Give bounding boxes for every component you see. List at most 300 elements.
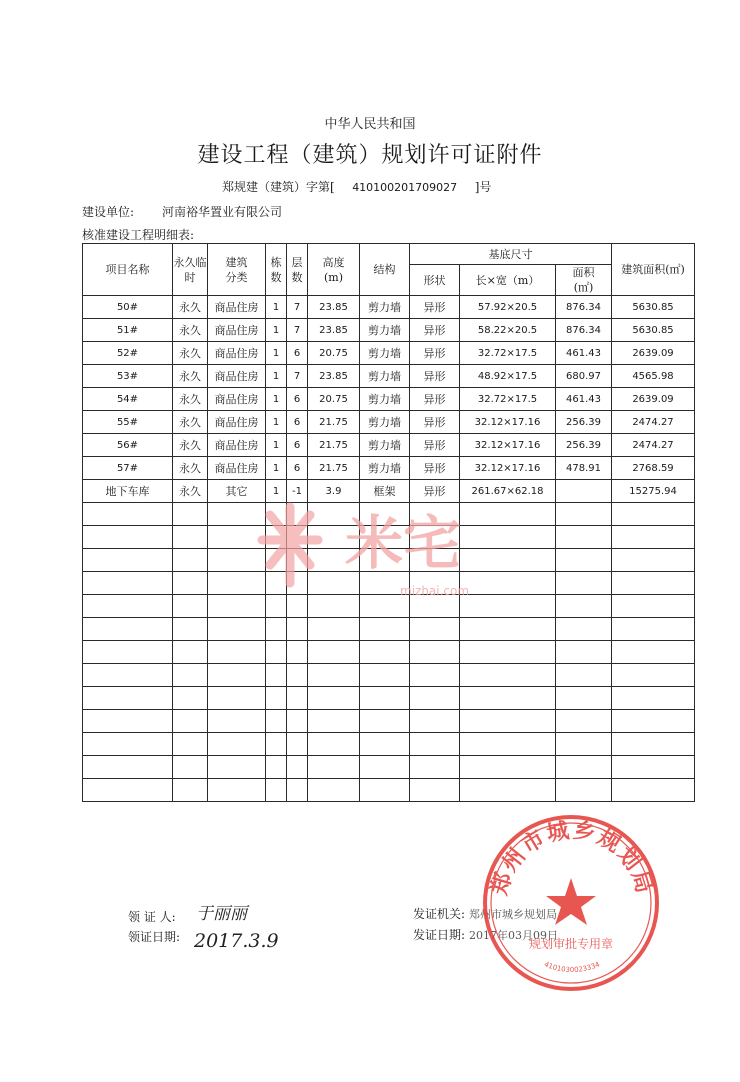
table-cell [173,549,208,572]
table-cell [287,549,308,572]
table-cell [83,595,173,618]
seal-subtext: 规划审批专用章 [528,937,614,951]
table-row [83,503,695,526]
table-cell: 58.22×20.5 [460,319,556,342]
table-cell [612,503,695,526]
table-cell: 地下车库 [83,480,173,503]
table-cell: 剪力墙 [360,388,410,411]
table-cell [556,480,612,503]
detail-table-label: 核准建设工程明细表: [82,228,195,242]
table-cell: 2639.09 [612,342,695,365]
table-cell [410,595,460,618]
table-row [83,595,695,618]
table-cell: -1 [287,480,308,503]
table-cell [308,595,360,618]
table-row [83,710,695,733]
table-cell [287,664,308,687]
issue-date-label: 发证日期: [413,928,466,942]
table-cell: 261.67×62.18 [460,480,556,503]
table-cell [208,503,266,526]
table-row [83,411,695,434]
table-cell [287,503,308,526]
table-cell [612,710,695,733]
project-detail-table [82,243,695,802]
table-cell: 256.39 [556,434,612,457]
table-cell [83,733,173,756]
table-cell: 21.75 [308,411,360,434]
table-cell [556,595,612,618]
table-cell: 52# [83,342,173,365]
table-cell [83,549,173,572]
table-cell [173,572,208,595]
table-cell [612,618,695,641]
table-cell: 2639.09 [612,388,695,411]
table-cell [266,710,287,733]
table-cell [266,618,287,641]
table-cell [410,664,460,687]
table-cell: 商品住房 [208,457,266,480]
table-cell: 6 [287,434,308,457]
table-cell [208,664,266,687]
table-cell [266,641,287,664]
table-cell [460,710,556,733]
table-cell [612,756,695,779]
table-cell [460,526,556,549]
table-cell [556,503,612,526]
table-cell [556,664,612,687]
table-cell: 剪力墙 [360,319,410,342]
table-cell: 2474.27 [612,411,695,434]
table-row [83,296,695,319]
table-cell [308,549,360,572]
table-cell [83,710,173,733]
table-row [83,618,695,641]
construction-unit [82,203,282,220]
table-cell [173,526,208,549]
signature-date: 2017.3.9 [194,930,279,952]
header-base-area: 面积(㎡) [556,265,612,296]
table-cell: 永久 [173,411,208,434]
table-cell [208,618,266,641]
table-cell: 异形 [410,388,460,411]
table-cell [208,595,266,618]
table-cell: 6 [287,457,308,480]
table-cell: 23.85 [308,296,360,319]
table-cell [612,572,695,595]
table-cell: 异形 [410,319,460,342]
table-cell [208,526,266,549]
table-row [83,549,695,572]
table-cell: 1 [266,296,287,319]
seal-star-icon [546,878,596,925]
table-cell [83,618,173,641]
table-cell [460,595,556,618]
table-cell [460,618,556,641]
table-cell [360,664,410,687]
table-cell [556,687,612,710]
table-cell [410,687,460,710]
table-cell [410,710,460,733]
table-cell [173,779,208,802]
table-cell [410,618,460,641]
table-cell [360,779,410,802]
table-row [83,434,695,457]
table-row [83,572,695,595]
table-cell [173,687,208,710]
table-cell: 7 [287,365,308,388]
table-cell: 876.34 [556,296,612,319]
table-body [83,296,695,802]
table-cell [556,779,612,802]
header-structure: 结构 [360,244,410,296]
table-cell [83,641,173,664]
table-cell [287,687,308,710]
table-cell [173,503,208,526]
table-cell [556,733,612,756]
table-cell [287,641,308,664]
construction-unit-value: 河南裕华置业有限公司 [162,205,283,219]
table-cell [308,664,360,687]
table-cell [360,756,410,779]
table-cell [410,756,460,779]
table-cell [360,526,410,549]
table-cell: 5630.85 [612,319,695,342]
table-cell [287,618,308,641]
table-cell: 永久 [173,319,208,342]
table-cell [556,572,612,595]
table-cell: 55# [83,411,173,434]
table-cell [208,779,266,802]
table-cell: 异形 [410,296,460,319]
table-cell: 剪力墙 [360,434,410,457]
table-cell: 商品住房 [208,388,266,411]
table-cell [360,687,410,710]
table-cell [266,503,287,526]
table-cell: 23.85 [308,365,360,388]
table-cell [360,549,410,572]
table-cell [83,756,173,779]
table-cell [308,756,360,779]
table-cell: 商品住房 [208,342,266,365]
table-cell [612,549,695,572]
table-cell [410,503,460,526]
table-cell: 6 [287,411,308,434]
table-cell [208,710,266,733]
table-cell: 56# [83,434,173,457]
table-cell [266,526,287,549]
table-cell: 异形 [410,365,460,388]
table-cell [460,733,556,756]
permit-prefix: 郑规建（建筑）字第[ [222,180,335,194]
table-cell: 21.75 [308,434,360,457]
table-cell [173,595,208,618]
table-cell: 剪力墙 [360,342,410,365]
table-row [83,664,695,687]
header-blocks: 栋数 [266,244,287,296]
table-cell: 256.39 [556,411,612,434]
table-cell: 商品住房 [208,296,266,319]
watermark-text: 米宅 [345,509,462,577]
table-cell: 20.75 [308,388,360,411]
table-cell [308,687,360,710]
table-cell [612,641,695,664]
table-row [83,641,695,664]
table-cell: 1 [266,480,287,503]
table-cell: 异形 [410,411,460,434]
table-cell [360,595,410,618]
table-cell [173,618,208,641]
table-cell [83,526,173,549]
table-cell [208,756,266,779]
table-cell [208,641,266,664]
table-cell: 2768.59 [612,457,695,480]
header-name: 项目名称 [83,244,173,296]
table-cell [460,503,556,526]
table-cell: 32.72×17.5 [460,342,556,365]
table-cell [173,664,208,687]
table-cell [287,710,308,733]
header-floor-area: 建筑面积(㎡) [612,244,695,296]
table-cell [266,779,287,802]
table-cell: 1 [266,365,287,388]
table-cell [287,779,308,802]
table-cell: 永久 [173,296,208,319]
table-cell: 剪力墙 [360,365,410,388]
table-cell [208,572,266,595]
table-cell [360,710,410,733]
svg-text:4101030023334 [543,960,601,974]
table-cell: 32.12×17.16 [460,411,556,434]
table-cell [556,526,612,549]
issue-date-value: 2017年03月09日 [469,929,559,942]
table-cell [287,595,308,618]
official-seal [476,808,666,998]
table-cell: 7 [287,319,308,342]
table-cell [612,733,695,756]
table-cell [83,503,173,526]
table-cell: 53# [83,365,173,388]
table-cell: 4565.98 [612,365,695,388]
table-row [83,756,695,779]
table-row [83,319,695,342]
table-cell: 3.9 [308,480,360,503]
header-base-size: 基底尺寸 [410,244,612,265]
table-cell: 剪力墙 [360,457,410,480]
table-cell [556,641,612,664]
table-cell [612,687,695,710]
recipient-label: 领 证 人: [128,910,176,924]
table-cell: 1 [266,388,287,411]
seal-text: 郑州市城乡规划局 [487,818,657,899]
table-cell: 2474.27 [612,434,695,457]
table-cell [410,641,460,664]
table-cell [612,526,695,549]
table-cell [173,733,208,756]
table-cell [308,779,360,802]
table-cell [173,641,208,664]
seal-code: 4101030023334 [543,960,601,974]
table-row [83,342,695,365]
table-cell [266,595,287,618]
table-cell [410,526,460,549]
table-cell: 商品住房 [208,319,266,342]
table-cell: 48.92×17.5 [460,365,556,388]
header-height: 高度(m) [308,244,360,296]
table-cell: 461.43 [556,342,612,365]
table-cell: 57.92×20.5 [460,296,556,319]
table-cell: 1 [266,319,287,342]
table-cell [287,756,308,779]
table-cell [460,549,556,572]
table-header-row [83,244,695,265]
table-cell [308,526,360,549]
table-row [83,687,695,710]
table-cell [410,549,460,572]
table-cell: 7 [287,296,308,319]
table-cell [266,664,287,687]
table-cell [460,687,556,710]
table-cell: 1 [266,411,287,434]
table-cell [556,710,612,733]
table-cell [308,572,360,595]
table-cell: 永久 [173,457,208,480]
table-row [83,526,695,549]
table-cell [266,549,287,572]
header-dims: 长×宽（m） [460,265,556,296]
table-cell: 商品住房 [208,434,266,457]
table-cell [173,710,208,733]
header-shape: 形状 [410,265,460,296]
table-row [83,388,695,411]
table-cell: 其它 [208,480,266,503]
table-cell: 20.75 [308,342,360,365]
table-cell: 1 [266,457,287,480]
header-floors: 层数 [287,244,308,296]
table-cell [266,756,287,779]
table-cell: 57# [83,457,173,480]
header-permanence: 永久临时 [173,244,208,296]
document-country: 中华人民共和国 [324,117,416,132]
table-cell [308,503,360,526]
table-cell: 商品住房 [208,365,266,388]
signature-name: 于丽丽 [196,904,247,924]
recipient-signature [190,895,300,960]
table-cell: 剪力墙 [360,411,410,434]
document-title: 建设工程（建筑）规划许可证附件 [197,143,543,168]
table-cell: 51# [83,319,173,342]
table-cell [360,618,410,641]
table-row [83,779,695,802]
header-category: 建筑分类 [208,244,266,296]
table-cell [360,641,410,664]
table-cell [460,779,556,802]
recipient-date-label: 领证日期: [128,930,181,944]
table-cell: 32.12×17.16 [460,434,556,457]
table-cell [460,756,556,779]
table-cell: 680.97 [556,365,612,388]
table-cell [287,526,308,549]
construction-unit-label: 建设单位: [82,205,135,219]
table-cell [410,733,460,756]
table-cell [208,687,266,710]
table-cell [83,687,173,710]
table-cell: 异形 [410,434,460,457]
table-cell: 永久 [173,434,208,457]
table-cell: 永久 [173,480,208,503]
table-cell: 21.75 [308,457,360,480]
table-cell [266,572,287,595]
table-cell [173,756,208,779]
table-cell: 876.34 [556,319,612,342]
table-cell [556,549,612,572]
table-cell [460,641,556,664]
table-cell [83,664,173,687]
table-cell [308,618,360,641]
table-cell: 6 [287,388,308,411]
table-cell [410,572,460,595]
table-cell [612,664,695,687]
watermark-url: mizhai.com [400,584,470,598]
table-cell: 商品住房 [208,411,266,434]
table-cell [556,756,612,779]
table-cell [287,572,308,595]
table-cell: 永久 [173,365,208,388]
table-row [83,365,695,388]
table-cell [266,687,287,710]
table-cell: 23.85 [308,319,360,342]
table-cell: 32.72×17.5 [460,388,556,411]
permit-number: 410100201709027 [352,181,458,194]
table-cell: 异形 [410,342,460,365]
table-row [83,733,695,756]
table-cell [308,641,360,664]
table-cell: 剪力墙 [360,296,410,319]
table-cell: 478.91 [556,457,612,480]
table-cell [556,618,612,641]
table-cell [308,710,360,733]
issuer-value: 郑州市城乡规划局 [469,908,558,921]
table-cell: 永久 [173,388,208,411]
table-cell [308,733,360,756]
table-cell: 6 [287,342,308,365]
table-cell: 1 [266,434,287,457]
table-cell: 永久 [173,342,208,365]
table-cell [360,503,410,526]
table-row [83,480,695,503]
table-cell: 5630.85 [612,296,695,319]
table-cell [83,779,173,802]
table-cell [360,733,410,756]
table-cell [612,779,695,802]
table-cell: 15275.94 [612,480,695,503]
table-cell [612,595,695,618]
table-cell [83,572,173,595]
table-cell: 1 [266,342,287,365]
table-cell: 50# [83,296,173,319]
table-cell: 32.12×17.16 [460,457,556,480]
permit-number-line [222,178,491,195]
table-cell [360,572,410,595]
table-cell [208,549,266,572]
table-cell [460,572,556,595]
table-cell: 异形 [410,457,460,480]
table-cell [460,664,556,687]
table-cell: 框架 [360,480,410,503]
table-cell: 异形 [410,480,460,503]
permit-suffix: ]号 [474,180,492,194]
table-cell [410,779,460,802]
table-cell [287,733,308,756]
